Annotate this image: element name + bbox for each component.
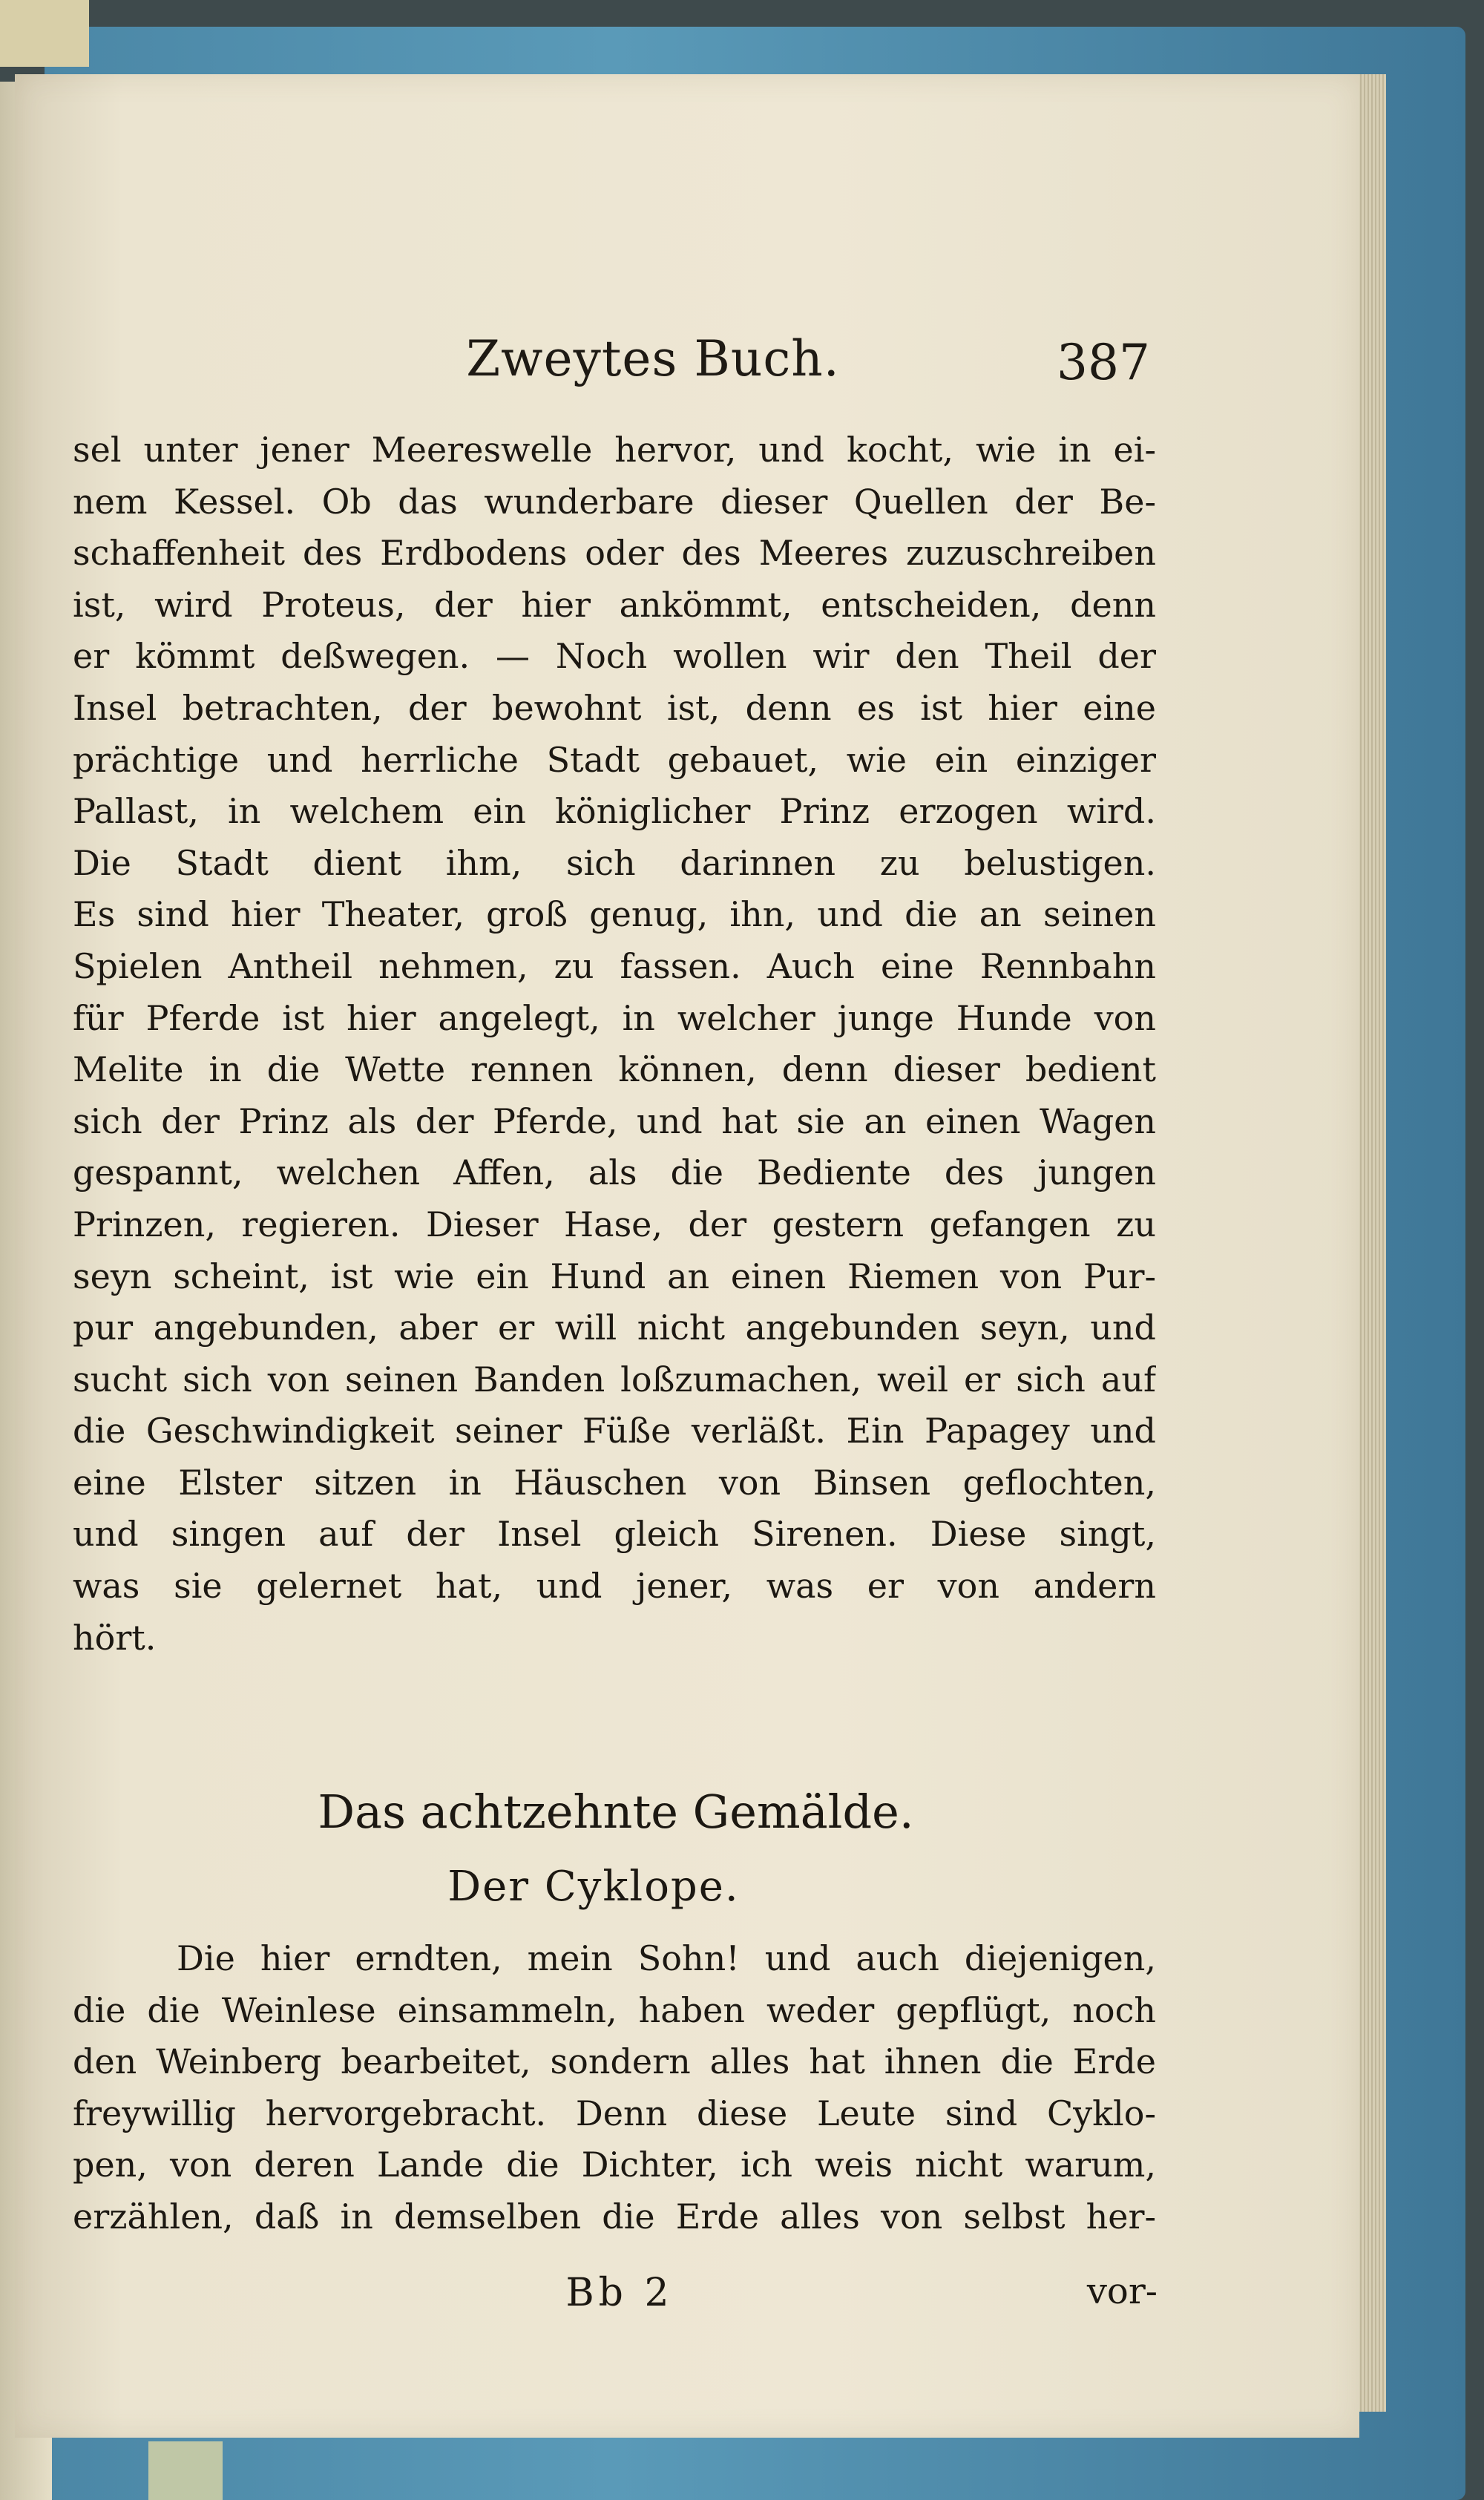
signature-mark: Bb 2 — [565, 2271, 674, 2315]
book-page — [15, 74, 1359, 2438]
text-line: pen, von deren Lande die Dichter, ich weis nicht warum, — [73, 2145, 1156, 2185]
text-line: Prinzen, regieren. Dieser Hase, der gestern gefangen zu — [73, 1204, 1156, 1244]
text-line: die die Weinlese einsammeln, haben weder gepflügt, noch — [73, 1989, 1156, 2030]
catchword: vor- — [1086, 2271, 1158, 2312]
running-head: Zweytes Buch. — [466, 330, 840, 387]
text-line: eine Elster sitzen in Häuschen von Binsen geflochten, — [73, 1462, 1156, 1503]
text-line: Spielen Antheil nehmen, zu fassen. Auch eine Rennbahn — [73, 945, 1156, 986]
text-line: was sie gelernet hat, und jener, was er von andern — [73, 1566, 1156, 1607]
text-line: schaffenheit des Erdbodens oder des Meeres zuzuschreiben — [73, 533, 1156, 574]
text-line: für Pferde ist hier angelegt, in welcher junge Hunde von — [73, 997, 1156, 1038]
text-line: sich der Prinz als der Pferde, und hat sie an einen Wagen — [73, 1100, 1156, 1141]
text-line: sel unter jener Meereswelle hervor, und kocht, wie in ei- — [73, 430, 1156, 470]
text-line: ist, wird Proteus, der hier ankömmt, entscheiden, denn — [73, 584, 1156, 625]
page-stack-edge — [1358, 74, 1386, 2412]
page-number: 387 — [1057, 334, 1150, 391]
text-line: und singen auf der Insel gleich Sirenen. Diese singt, — [73, 1514, 1156, 1555]
text-line: Die hier erndten, mein Sohn! und auch diejenigen, — [177, 1938, 1156, 1978]
text-line: Die Stadt dient ihm, sich darinnen zu belustigen. — [73, 842, 1156, 883]
text-line: pur angebunden, aber er will nicht angebunden seyn, und — [73, 1308, 1156, 1348]
text-line: freywillig hervorgebracht. Denn diese Leute sind Cyklo- — [73, 2093, 1156, 2133]
text-line: sucht sich von seinen Banden loßzumachen, weil er sich auf — [73, 1359, 1156, 1400]
text-line: den Weinberg bearbeitet, sondern alles hat ihnen die Erde — [73, 2041, 1156, 2082]
text-line: gespannt, welchen Affen, als die Bediente des jungen — [73, 1152, 1156, 1193]
paragraph-2 — [73, 1933, 1156, 2243]
text-line: Pallast, in welchem ein königlicher Prinz erzogen wird. — [73, 791, 1156, 832]
text-line: seyn scheint, ist wie ein Hund an einen Riemen von Pur- — [73, 1256, 1156, 1296]
cover-corner — [0, 0, 89, 67]
text-line: erzählen, daß in demselben die Erde alles von selbst her- — [73, 2196, 1156, 2237]
text-line: Insel betrachten, der bewohnt ist, denn es ist hier eine — [73, 687, 1156, 728]
text-line: nem Kessel. Ob das wunderbare dieser Quellen der Be- — [73, 481, 1156, 522]
text-line: die Geschwindigkeit seiner Füße verläßt. Ein Papagey und — [73, 1411, 1156, 1451]
section-heading: Das achtzehnte Gemälde. — [318, 1785, 914, 1839]
text-line: er kömmt deßwegen. — Noch wollen wir den Theil der — [73, 636, 1156, 677]
section-subheading: Der Cyklope. — [447, 1863, 740, 1911]
bookmark-tab — [148, 2441, 223, 2500]
text-line: Es sind hier Theater, groß genug, ihn, und die an seinen — [73, 894, 1156, 935]
text-line: prächtige und herrliche Stadt gebauet, wie ein einziger — [73, 739, 1156, 780]
paragraph-1 — [73, 424, 1156, 1664]
text-line: hört. — [73, 1617, 157, 1658]
text-line: Melite in die Wette rennen können, denn dieser bedient — [73, 1049, 1156, 1090]
